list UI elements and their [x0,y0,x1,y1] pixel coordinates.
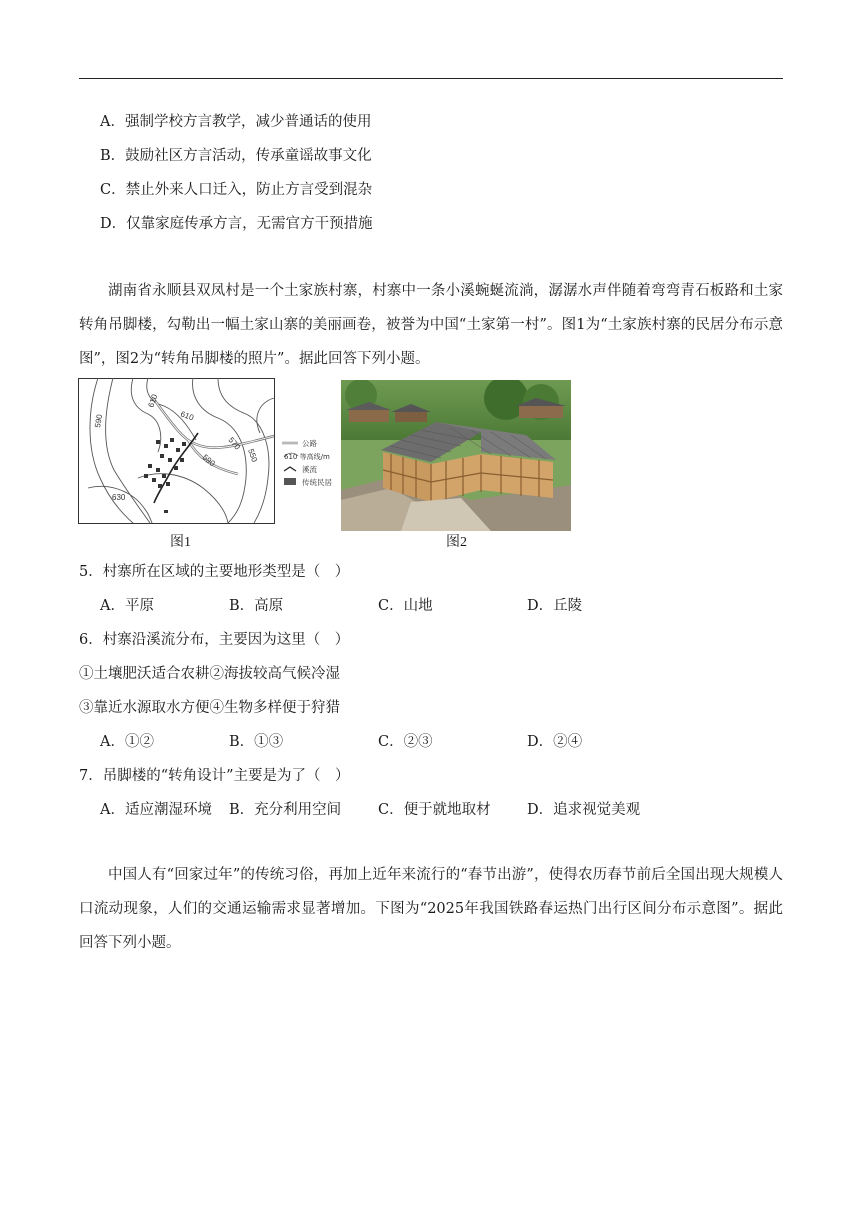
q5-option-b: B．高原 [229,598,284,614]
q4-option-a: A．强制学校方言教学，减少普通话的使用 [100,114,372,130]
q6-statements-1: ①土壤肥沃适合农耕②海拔较高气候冷湿 [79,666,340,682]
q7-option-d: D．追求视觉美观 [527,802,641,818]
contour-label: 590 [200,452,217,469]
q5-stem: 5．村寨所在区域的主要地形类型是（ ） [79,564,350,580]
header-rule [79,78,783,79]
q5-option-a: A．平原 [100,598,154,614]
q7-option-b: B．充分利用空间 [229,802,342,818]
q4-option-c: C．禁止外来人口迁入，防止方言受到混杂 [100,182,373,198]
contour-label: 610 [179,409,195,423]
legend-house: 传统民居 [302,478,332,487]
figure1-caption: 图1 [170,535,191,550]
legend-road: 公路 [302,439,317,448]
contour-label: 610 [146,393,160,409]
q6-option-b: B．①③ [229,734,284,750]
q6-option-c: C．②③ [378,734,433,750]
q7-stem: 7．吊脚楼的“转角设计”主要是为了（ ） [79,768,350,784]
q6-option-a: A．①② [100,734,154,750]
q4-option-b: B．鼓励社区方言活动，传承童谣故事文化 [100,148,372,164]
contour-label: 570 [226,435,242,452]
q6-stem: 6．村寨沿溪流分布，主要因为这里（ ） [79,632,350,648]
q7-option-a: A．适应潮湿环境 [100,802,212,818]
q7-option-c: C．便于就地取材 [378,802,491,818]
q6-option-d: D．②④ [527,734,583,750]
q6-statements-2: ③靠近水源取水方便④生物多样便于狩猎 [79,700,340,716]
legend-stream: 溪流 [302,465,317,474]
contour-label: 550 [246,447,260,464]
q5-option-c: C．山地 [378,598,433,614]
contour-label: 590 [93,413,105,429]
figure2-photo [341,380,571,531]
q4-option-d: D．仅靠家庭传承方言，无需官方干预措施 [100,216,373,232]
q5-option-d: D．丘陵 [527,598,583,614]
figure1-contour-map [78,378,340,526]
contour-label: 630 [112,493,126,502]
passage-spring-festival-travel: 中国人有“回家过年”的传统习俗，再加上近年来流行的“春节出游”，使得农历春节前后全国出现大规模人口流动现象，人们的交通运输需求显著增加。下图为“2025年我国铁路春运热门出行区间分布示意图”。据此回答下列小题。 [79,867,783,951]
legend-contour: 610 等高线/m [284,453,330,461]
figure2-caption: 图2 [446,535,467,550]
passage-tujia-village: 湖南省永顺县双凤村是一个土家族村寨，村寨中一条小溪蜿蜒流淌，潺潺水声伴随着弯弯青石板路和土家转角吊脚楼，勾勒出一幅土家山寨的美丽画卷，被誉为中国“土家第一村”。图1为“土家族村寨的民居分布示意图”，图2为“转角吊脚楼的照片”。据此回答下列小题。 [79,283,783,367]
